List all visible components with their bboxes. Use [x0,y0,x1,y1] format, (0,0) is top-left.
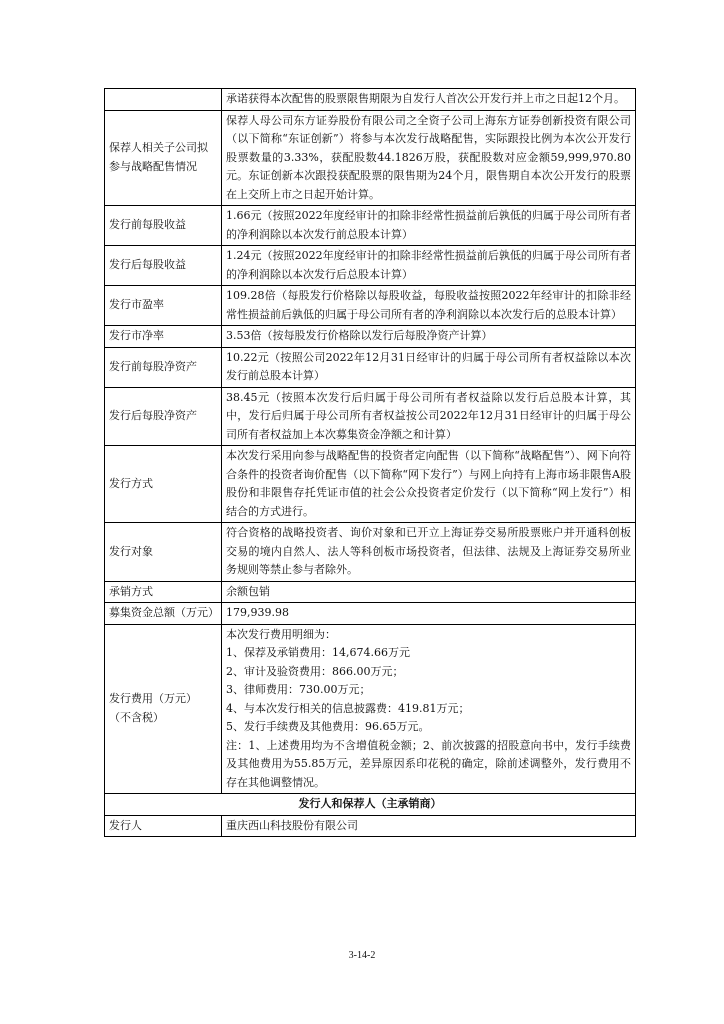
issuer-label: 发行人 [105,815,222,837]
table-row [105,446,636,523]
fee-line: 本次发行费用明细为： [226,627,336,641]
issuer-value: 重庆西山科技股份有限公司 [222,815,636,837]
row-label: 发行市净率 [105,326,222,348]
table-row [105,347,636,387]
fees-row [105,624,636,794]
fees-label [105,624,222,794]
fees-label-line: （不含税） [109,710,164,724]
row-value: 10.22元（按照公司2022年12月31日经审计的归属于母公司所有者权益除以本次发行前总股本计算） [222,347,636,387]
row-label: 发行后每股净资产 [105,387,222,446]
section-title: 发行人和保荐人（主承销商） [105,794,636,816]
offering-info-table [104,88,636,837]
row-label: 发行后每股收益 [105,246,222,286]
row-value: 1.24元（按照2022年度经审计的扣除非经常性损益前后孰低的归属于母公司所有者的净利润除以本次发行后总股本计算） [222,246,636,286]
row-label: 保荐人相关子公司拟参与战略配售情况 [105,110,222,206]
row-value: 1.66元（按照2022年度经审计的扣除非经常性损益前后孰低的归属于母公司所有者的净利润除以本次发行前总股本计算） [222,206,636,246]
table-row [105,326,636,348]
fees-detail [222,624,636,794]
fee-line: 2、审计及验资费用：866.00万元； [226,664,404,678]
table-row [105,246,636,286]
row-label: 发行前每股净资产 [105,347,222,387]
row-label: 承销方式 [105,581,222,603]
row-value: 38.45元（按照本次发行后归属于母公司所有者权益除以发行后总股本计算，其中，发行后归属于母公司所有者权益按公司2022年12月31日经审计的归属于母公司所有者权益加上本次募集资金净额之和计算） [222,387,636,446]
fee-line: 5、发行手续费及其他费用：96.65万元。 [226,720,430,733]
table-row [105,206,636,246]
table-row [105,815,636,837]
row-label [105,89,222,111]
row-value: 本次发行采用向参与战略配售的投资者定向配售（以下简称“战略配售”）、网下向符合条件的投资者询价配售（以下简称“网下发行”）与网上向持有上海市场非限售A股股份和非限售存托凭证市值的社会公众投资者定价发行（以下简称“网上发行”）相结合的方式进行。 [222,446,636,523]
table-row [105,110,636,206]
table-row [105,286,636,326]
row-label: 募集资金总额（万元） [105,603,222,625]
fee-line: 3、律师费用：730.00万元； [226,683,371,696]
fee-note: 注：1、上述费用均为不含增值税金额；2、前次披露的招股意向书中，发行手续费及其他费用为55.85万元，差异原因系印花税的确定，除前述调整外，发行费用不存在其他调整情况。 [226,738,631,789]
page-number: 3-14-2 [348,950,376,961]
row-value: 3.53倍（按每股发行价格除以发行后每股净资产计算） [222,326,636,348]
fee-line: 4、与本次发行相关的信息披露费：419.81万元； [226,701,470,715]
table-row [105,581,636,603]
row-label: 发行市盈率 [105,286,222,326]
fees-label-line: 发行费用（万元） [109,692,197,706]
row-label: 发行前每股收益 [105,206,222,246]
row-label: 发行方式 [105,446,222,523]
document-page [104,88,635,837]
row-value: 109.28倍（每股发行价格除以每股收益，每股收益按照2022年经审计的扣除非经常性损益前后孰低的归属于母公司所有者的净利润除以本次发行后的总股本计算） [222,286,636,326]
table-row [105,387,636,446]
row-value: 保荐人母公司东方证券股份有限公司之全资子公司上海东方证券创新投资有限公司（以下简称“东证创新”）将参与本次发行战略配售，实际跟投比例为本次公开发行股票数量的3.33%，获配股数44.1826万股，获配股数对应金额59,999,970.80元。东证创新本次跟投获配股票的限售期为24个月，限售期自本次公开发行的股票在上交所上市之日起开始计算。 [222,110,636,206]
section-header-row [105,794,636,816]
row-label: 发行对象 [105,523,222,582]
table-row [105,523,636,582]
table-row [105,603,636,625]
table-row [105,89,636,111]
row-value: 179,939.98 [222,603,636,625]
row-value: 承诺获得本次配售的股票限售期限为自发行人首次公开发行并上市之日起12个月。 [222,89,636,111]
row-value: 余额包销 [222,581,636,603]
row-value: 符合资格的战略投资者、询价对象和已开立上海证券交易所股票账户并开通科创板交易的境内自然人、法人等科创板市场投资者，但法律、法规及上海证券交易所业务规则等禁止参与者除外。 [222,523,636,582]
fee-line: 1、保荐及承销费用：14,674.66万元 [226,646,410,659]
